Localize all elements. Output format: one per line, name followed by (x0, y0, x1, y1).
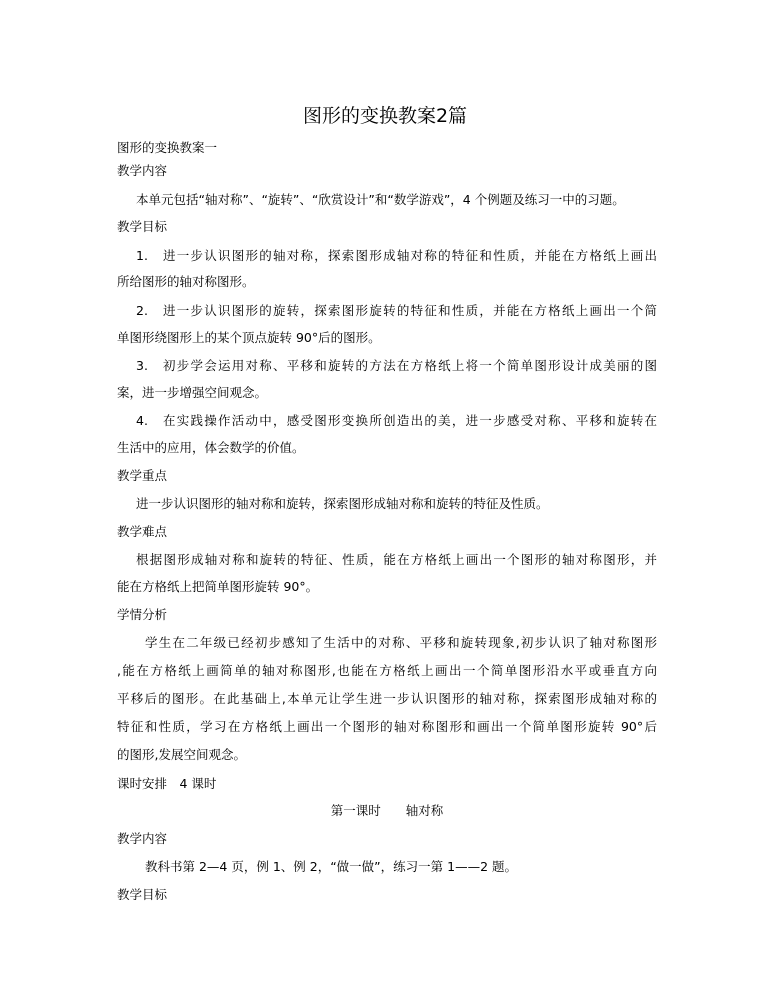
paragraph-line: 教科书第 2—4 页，例 1、例 2，“做一做”，练习一第 1——2 题。 (145, 859, 518, 874)
paragraph-line: 能在方格纸上把简单图形旋转 90°。 (117, 579, 319, 594)
section-heading: 教学内容 (117, 163, 168, 178)
paragraph-line: 进一步认识图形的轴对称和旋转，探索图形成轴对称和旋转的特征及性质。 (136, 496, 549, 511)
paragraph-line: 4. 在实践操作活动中，感受图形变换所创造出的美，进一步感受对称、平移和旋转在 (136, 413, 657, 428)
document-title: 图形的变换教案2篇 (302, 105, 468, 127)
section-heading: 教学目标 (117, 887, 168, 902)
section-heading: 教学内容 (117, 831, 168, 846)
paragraph-line: 本单元包括“轴对称”、“旋转”、“欣赏设计”和“数学游戏”，4 个例题及练习一中的习题。 (136, 192, 625, 207)
section-heading: 教学难点 (117, 524, 168, 539)
paragraph-line: 生活中的应用，体会数学的价值。 (117, 440, 305, 455)
paragraph-line: 根据图形成轴对称和旋转的特征、性质，能在方格纸上画出一个图形的轴对称图形，并 (136, 552, 657, 567)
lesson-heading: 第一课时 轴对称 (330, 803, 444, 818)
paragraph-line: ,能在方格纸上画简单的轴对称图形,也能在方格纸上画出一个简单图形沿水平或垂直方向 (117, 663, 657, 678)
section-heading: 学情分析 (117, 607, 168, 622)
paragraph-line: 特征和性质，学习在方格纸上画出一个图形的轴对称图形和画出一个简单图形旋转 90°后 (117, 719, 657, 734)
section-heading: 教学目标 (117, 219, 168, 234)
paragraph-line: 学生在二年级已经初步感知了生活中的对称、平移和旋转现象,初步认识了轴对称图形 (145, 635, 657, 650)
paragraph-line: 的图形,发展空间观念。 (117, 747, 246, 762)
paragraph-line: 1. 进一步认识图形的轴对称，探索图形成轴对称的特征和性质，并能在方格纸上画出 (136, 248, 657, 263)
paragraph-line: 2. 进一步认识图形的旋转，探索图形旋转的特征和性质，并能在方格纸上画出一个简 (136, 303, 657, 318)
section-heading: 教学重点 (117, 468, 168, 483)
schedule-line: 课时安排 4 课时 (117, 776, 217, 791)
paragraph-line: 平移后的图形。在此基础上,本单元让学生进一步认识图形的轴对称，探索图形成轴对称的 (117, 691, 657, 706)
paragraph-line: 3. 初步学会运用对称、平移和旋转的方法在方格纸上将一个简单图形设计成美丽的图 (136, 358, 657, 373)
section-heading: 图形的变换教案一 (117, 140, 218, 155)
paragraph-line: 单图形绕图形上的某个顶点旋转 90°后的图形。 (117, 330, 381, 345)
paragraph-line: 所给图形的轴对称图形。 (117, 274, 255, 289)
paragraph-line: 案，进一步增强空间观念。 (117, 385, 268, 400)
